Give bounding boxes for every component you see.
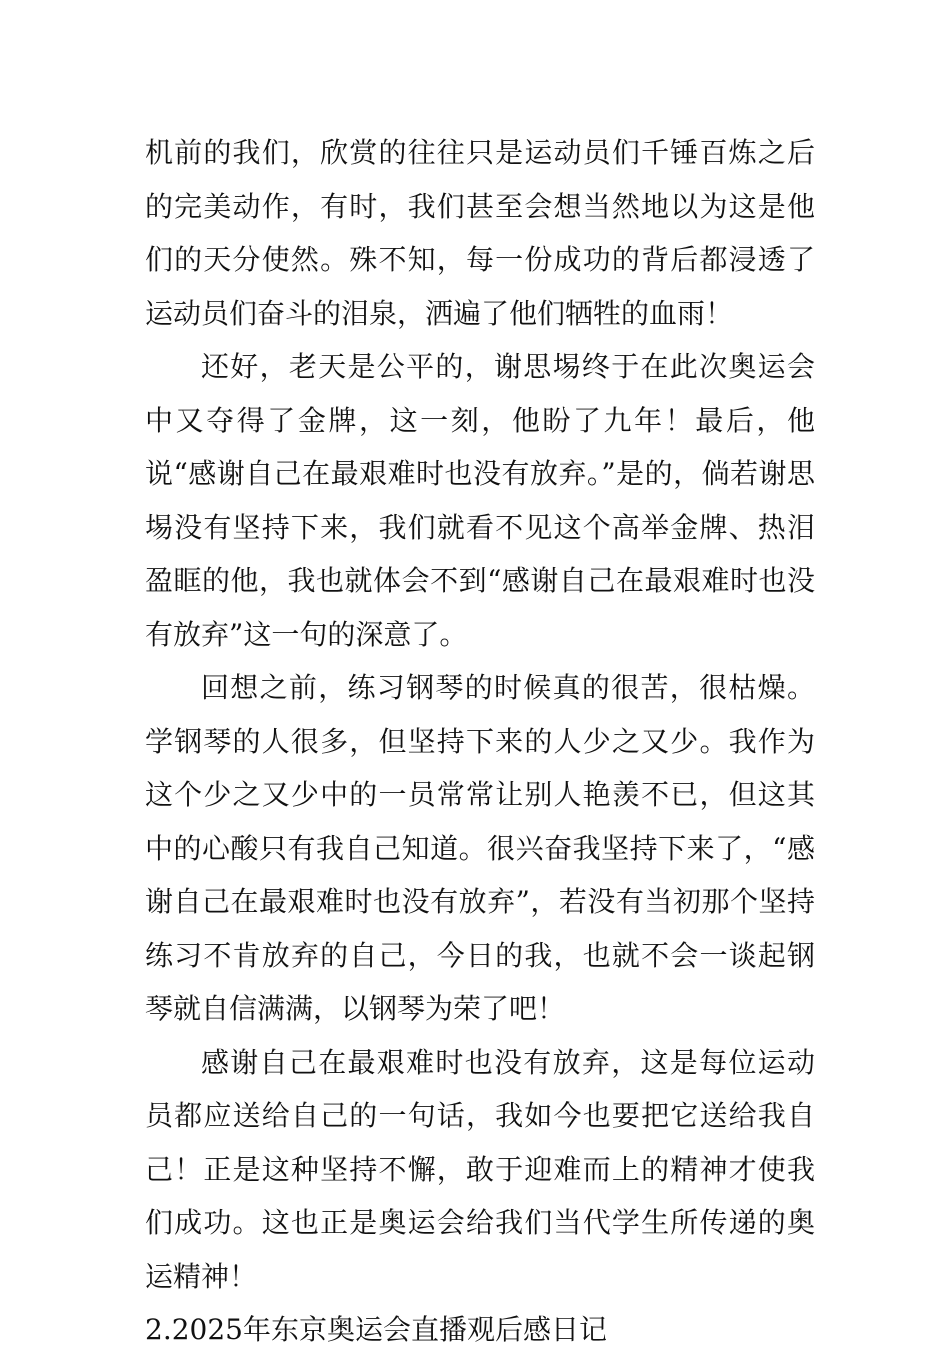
paragraph-piano: 回想之前，练习钢琴的时候真的很苦，很枯燥。学钢琴的人很多，但坚持下来的人少之又少。我作为这个少之又少中的一员常常让别人艳羡不已，但这其中的心酸只有我自己知道。很兴奋我坚持下来了，“感谢自己在最艰难时也没有放弃”，若没有当初那个坚持练习不肯放弃的自己，今日的我，也就不会一谈起钢琴就自信满满，以钢琴为荣了吧！ <box>145 671 815 1025</box>
paragraph-continued: 机前的我们，欣赏的往往只是运动员们千锤百炼之后的完美动作，有时，我们甚至会想当然地以为这是他们的天分使然。殊不知，每一份成功的背后都浸透了运动员们奋斗的泪泉，洒遍了他们牺牲的血雨！ <box>145 136 815 330</box>
document-body <box>145 126 815 1357</box>
section-heading: 2.2025年东京奥运会直播观后感日记 <box>145 1313 607 1346</box>
paragraph-xie-siyang: 还好，老天是公平的，谢思埸终于在此次奥运会中又夺得了金牌，这一刻，他盼了九年！最后，他说“感谢自己在最艰难时也没有放弃。”是的，倘若谢思埸没有坚持下来，我们就看不见这个高举金牌、热泪盈眶的他，我也就体会不到“感谢自己在最艰难时也没有放弃”这一句的深意了。 <box>145 350 815 651</box>
paragraph-conclusion: 感谢自己在最艰难时也没有放弃，这是每位运动员都应送给自己的一句话，我如今也要把它送给我自己！正是这种坚持不懈，敢于迎难而上的精神才使我们成功。这也正是奥运会给我们当代学生所传递的奥运精神！ <box>145 1045 815 1293</box>
